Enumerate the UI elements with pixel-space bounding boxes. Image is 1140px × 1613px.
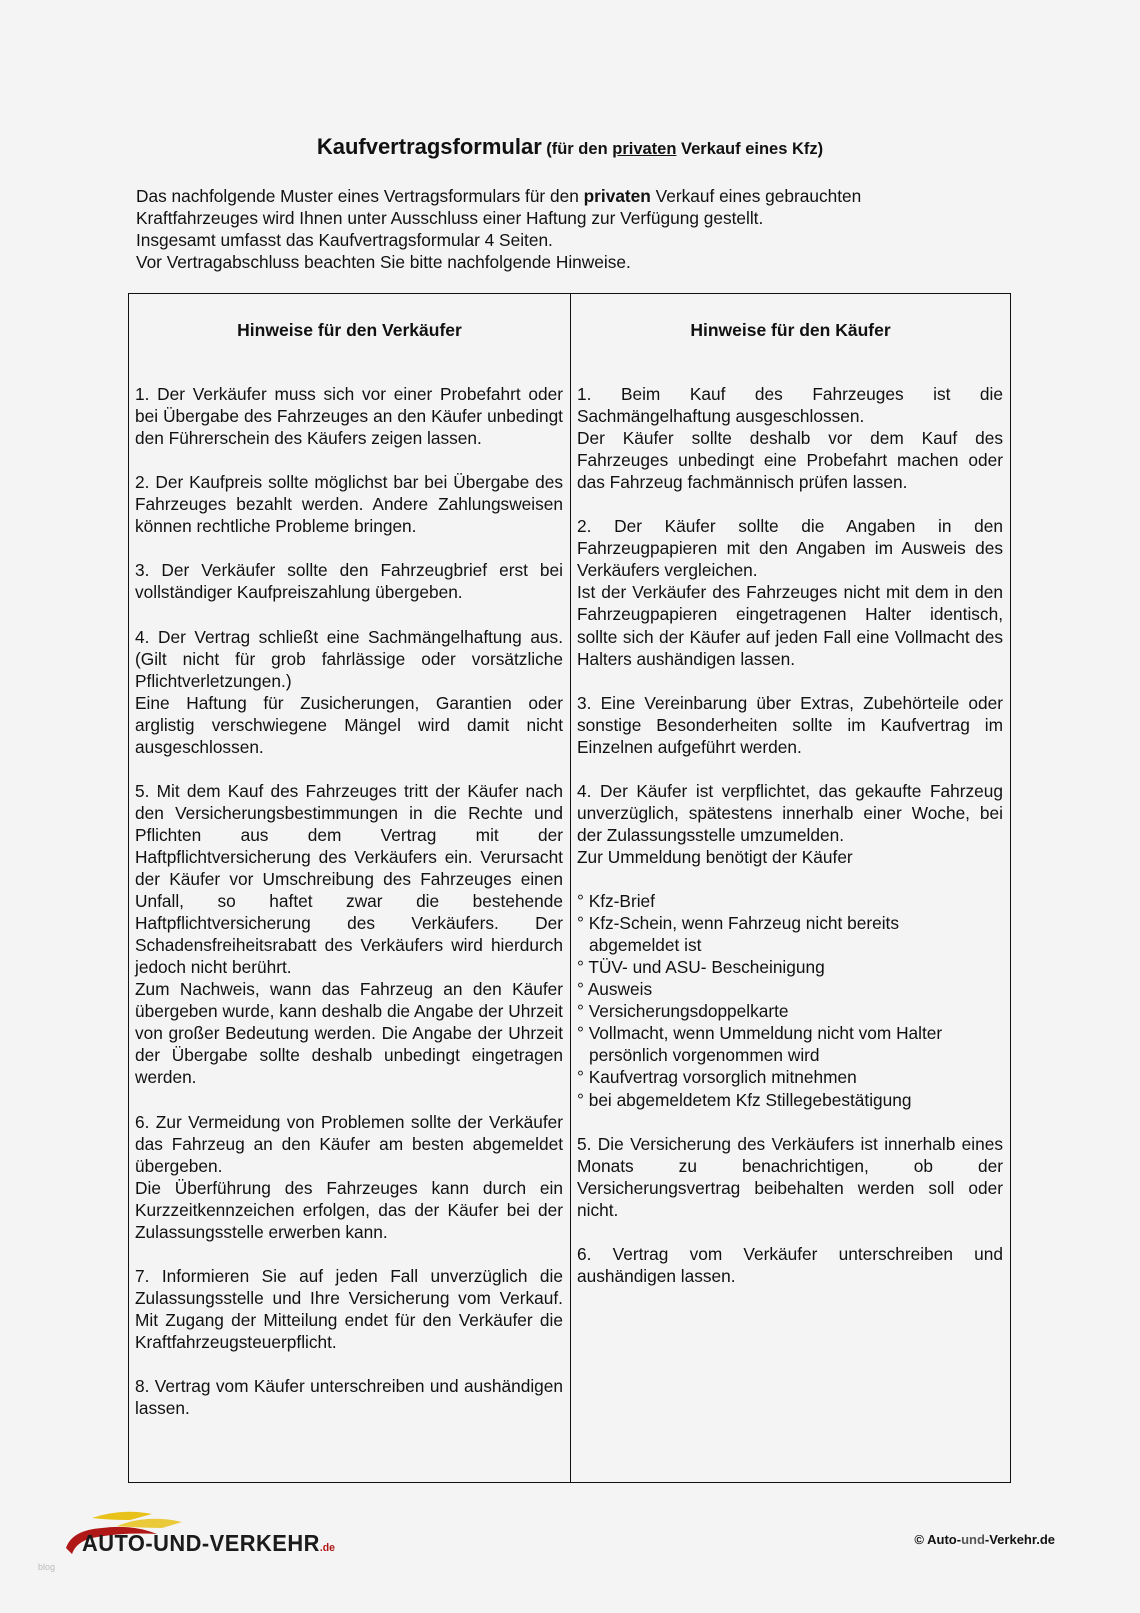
- seller-hints: [135, 383, 563, 1441]
- hint-text: 3. Der Verkäufer sollte den Fahrzeugbrief erst bei vollständiger Kaufpreiszahlung übergeben.: [135, 560, 563, 603]
- list-item: ° Kfz-Schein, wenn Fahrzeug nicht bereits: [577, 913, 899, 934]
- hint-text: 5. Mit dem Kauf des Fahrzeuges tritt der Käufer nach den Versicherungsbestimmungen in die Rechte und Pflichten aus dem Vertrag mit der Haftpflichtversicherung des Verkäufers ein. Verursacht der Käufer vor Umschreibung des Fahrzeuges einen Unfall, so haftet zwar die bestehende Haftpflichtversicherung des Verkäufers. Der Schadensfreiheitsrabatt des Verkäufers wird hierdurch jedoch nicht berührt.: [135, 780, 563, 978]
- hint-paragraph: [135, 1265, 563, 1353]
- hint-paragraph: [135, 559, 563, 603]
- required-documents-list: [577, 890, 1003, 1110]
- list-item: ° bei abgemeldetem Kfz Stillegebestätigung: [577, 1089, 912, 1110]
- hint-text: 7. Informieren Sie auf jeden Fall unverzüglich die Zulassungsstelle und Ihre Versicherung vom Verkauf. Mit Zugang der Mitteilung endet für den Verkäufer die Kraftfahrzeugsteuerpflicht.: [135, 1265, 563, 1353]
- copyright-before: © Auto-: [914, 1532, 962, 1547]
- hint-text: Zum Nachweis, wann das Fahrzeug an den Käufer übergeben wurde, kann deshalb die Angabe der Uhrzeit von großer Bedeutung werden. Die Angabe der Uhrzeit der Übergabe sollte deshalb unbedingt eingetragen werden.: [135, 979, 563, 1088]
- title-sub-before: (für den: [546, 140, 613, 158]
- list-item: ° Ausweis: [577, 979, 653, 1000]
- hint-text: 2. Der Käufer sollte die Angaben in den Fahrzeugpapieren mit den Angaben im Ausweis des Verkäufers vergleichen.: [577, 516, 1003, 581]
- hint-text: Zur Ummeldung benötigt der Käufer: [577, 846, 853, 867]
- intro-line-4: Vor Vertragabschluss beachten Sie bitte nachfolgende Hinweise.: [136, 252, 631, 272]
- hint-paragraph: [577, 515, 1003, 669]
- hint-paragraph: [135, 471, 563, 537]
- brand-logo-suffix: .de: [319, 1542, 335, 1554]
- list-item: ° Kaufvertrag vorsorglich mitnehmen: [577, 1067, 857, 1088]
- brand-logo-main: AUTO-UND-VERKEHR: [82, 1530, 320, 1556]
- intro-line-1-after: Verkauf eines gebrauchten: [650, 186, 862, 206]
- title-main: Kaufvertragsformular: [316, 134, 542, 159]
- copyright-notice: [914, 1532, 1055, 1547]
- title-sub-underlined: privaten: [612, 140, 677, 158]
- seller-heading: Hinweise für den Verkäufer: [237, 320, 462, 340]
- list-item: ° Versicherungsdoppelkarte: [577, 1001, 789, 1022]
- hint-paragraph: [577, 692, 1003, 758]
- list-item-continuation: abgemeldet ist: [589, 935, 702, 956]
- hint-text: 6. Zur Vermeidung von Problemen sollte der Verkäufer das Fahrzeug an den Käufer am besten abgemeldet übergeben.: [135, 1111, 563, 1176]
- hint-text: 4. Der Vertrag schließt eine Sachmängelhaftung aus. (Gilt nicht für grob fahrlässige oder vorsätzliche Pflichtverletzungen.): [135, 626, 563, 691]
- hint-text: 8. Vertrag vom Käufer unterschreiben und aushändigen lassen.: [135, 1376, 563, 1419]
- intro-line-3: Insgesamt umfasst das Kaufvertragsformular 4 Seiten.: [136, 230, 553, 250]
- buyer-hints: [577, 383, 1003, 1309]
- buyer-column: [571, 294, 1010, 1482]
- hint-paragraph: [577, 1243, 1003, 1287]
- hint-text: Eine Haftung für Zusicherungen, Garantien oder arglistig verschwiegene Mängel wird damit nicht ausgeschlossen.: [135, 692, 563, 757]
- hint-paragraph: [135, 780, 563, 1089]
- hint-text: Ist der Verkäufer des Fahrzeuges nicht mit dem in den Fahrzeugpapieren eingetragenen Halter identisch, sollte sich der Käufer auf jeden Fall eine Vollmacht des Halters aushändigen lassen.: [577, 582, 1003, 669]
- list-item: ° TÜV- und ASU- Bescheinigung: [577, 957, 825, 978]
- intro-line-2: Kraftfahrzeuges wird Ihnen unter Ausschluss einer Haftung zur Verfügung gestellt.: [136, 208, 764, 228]
- hint-text: 1. Der Verkäufer muss sich vor einer Probefahrt oder bei Übergabe des Fahrzeuges an den Käufer unbedingt den Führerschein des Käufers zeigen lassen.: [135, 384, 563, 449]
- hint-text: 2. Der Kaufpreis sollte möglichst bar bei Übergabe des Fahrzeuges bezahlt werden. Andere Zahlungsweisen können rechtliche Probleme bringen.: [135, 472, 563, 537]
- title-sub: [546, 140, 823, 158]
- hint-paragraph: [577, 780, 1003, 868]
- hint-paragraph: [577, 383, 1003, 493]
- hint-text: 5. Die Versicherung des Verkäufers ist innerhalb eines Monats zu benachrichtigen, ob der Versicherungsvertrag beibehalten werden soll oder nicht.: [577, 1133, 1003, 1220]
- hints-table: [128, 293, 1011, 1483]
- title-sub-after: Verkauf eines Kfz): [676, 140, 824, 158]
- hint-text: 3. Eine Vereinbarung über Extras, Zubehörteile oder sonstige Besonderheiten sollte im Kaufvertrag im Einzelnen aufgeführt werden.: [577, 692, 1003, 757]
- hint-paragraph: [135, 1375, 563, 1419]
- intro-line-1-bold: privaten: [583, 186, 651, 206]
- list-item: ° Kfz-Brief: [577, 891, 655, 912]
- hint-paragraph: [135, 383, 563, 449]
- watermark-text: blog: [38, 1562, 56, 1572]
- intro-text: [136, 185, 1016, 273]
- list-item: ° Vollmacht, wenn Ummeldung nicht vom Halter: [577, 1023, 943, 1044]
- intro-line-1-before: Das nachfolgende Muster eines Vertragsformulars für den: [136, 186, 584, 206]
- brand-logo: [82, 1530, 335, 1557]
- hint-paragraph: [577, 1133, 1003, 1221]
- hint-text: 1. Beim Kauf des Fahrzeuges ist die Sachmängelhaftung ausgeschlossen.: [577, 384, 1003, 427]
- hint-paragraph: [135, 626, 563, 758]
- hint-paragraph: [135, 1111, 563, 1243]
- seller-column: [129, 294, 571, 1482]
- hint-text: 4. Der Käufer ist verpflichtet, das gekaufte Fahrzeug unverzüglich, spätestens innerhalb einer Woche, bei der Zulassungsstelle umzumelden.: [577, 780, 1003, 845]
- hint-text: 6. Vertrag vom Verkäufer unterschreiben und aushändigen lassen.: [577, 1243, 1003, 1286]
- copyright-mid: und: [961, 1532, 985, 1547]
- hint-text: Die Überführung des Fahrzeuges kann durch ein Kurzzeitkennzeichen erfolgen, das der Käufer bei der Zulassungsstelle erwerben kann.: [135, 1177, 563, 1242]
- page-title: [0, 134, 1140, 160]
- intro-line-1: [136, 185, 1016, 207]
- copyright-after: -Verkehr.de: [984, 1532, 1055, 1547]
- hint-text: Der Käufer sollte deshalb vor dem Kauf des Fahrzeuges unbedingt eine Probefahrt machen oder das Fahrzeug fachmännisch prüfen lassen.: [577, 428, 1003, 493]
- list-item-continuation: persönlich vorgenommen wird: [589, 1045, 820, 1066]
- buyer-heading: Hinweise für den Käufer: [690, 320, 891, 340]
